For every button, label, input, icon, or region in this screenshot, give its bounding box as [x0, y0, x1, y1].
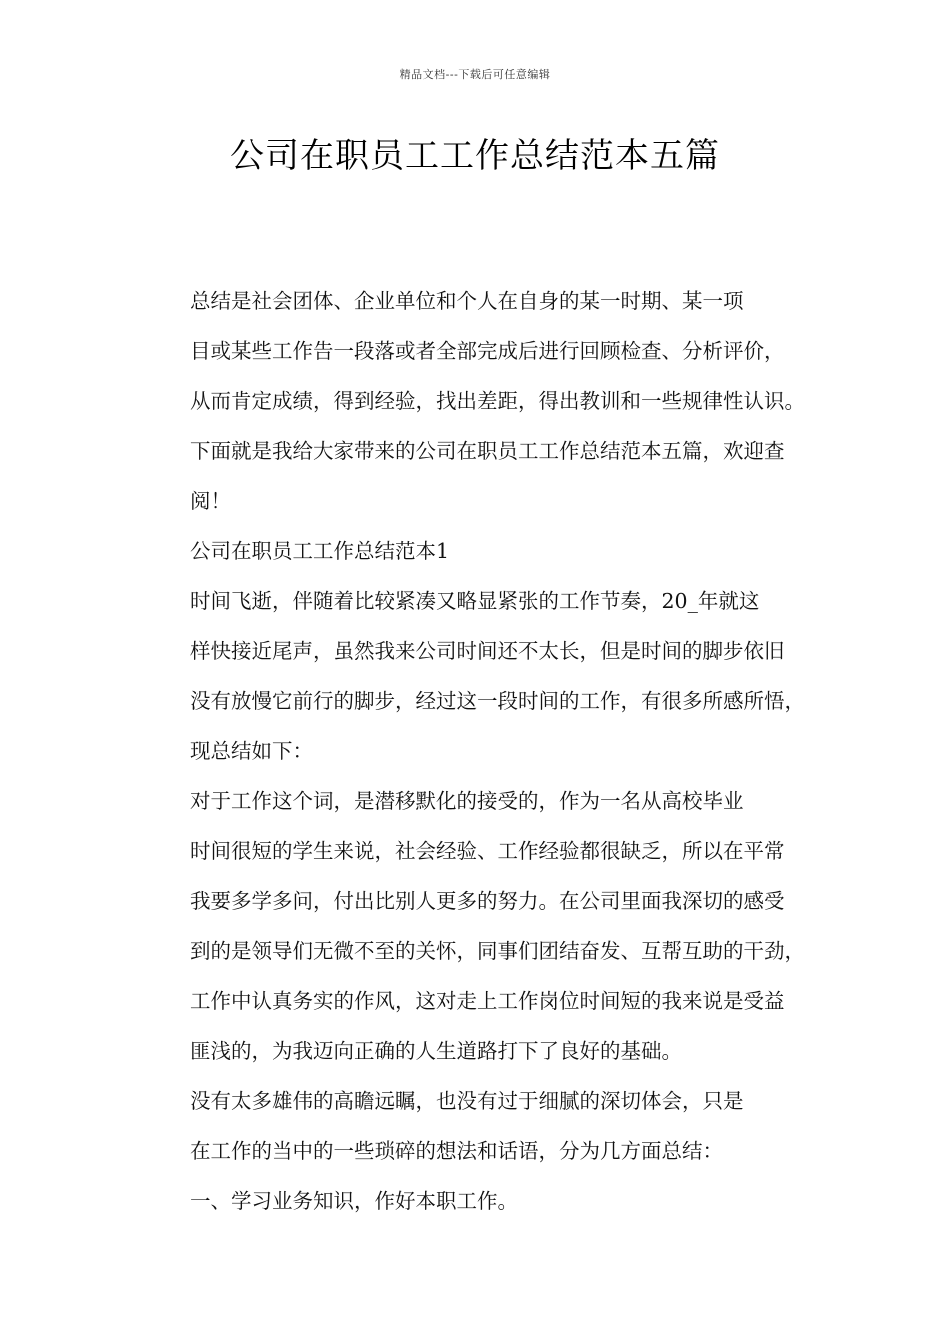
- text-line: 在工作的当中的一些琐碎的想法和话语，分为几方面总结：: [190, 1139, 723, 1163]
- text-line: 总结是社会团体、企业单位和个人在自身的某一时期、某一项: [190, 289, 744, 313]
- text-line: 时间飞逝，伴随着比较紧凑又略显紧张的工作节奏，20_年就这: [190, 589, 760, 613]
- text-line: 目或某些工作告一段落或者全部完成后进行回顾检查、分析评价，: [190, 339, 785, 363]
- text-line: 到的是领导们无微不至的关怀，同事们团结奋发、互帮互助的干劲，: [190, 939, 805, 963]
- text-line: 阅！: [190, 489, 231, 513]
- document-title: 公司在职员工工作总结范本五篇: [230, 136, 720, 176]
- list-heading: [144, 1182, 824, 1220]
- text-line: 下面就是我给大家带来的公司在职员工工作总结范本五篇，欢迎查: [190, 439, 785, 463]
- paragraph-intro: [144, 282, 824, 520]
- page-header: 精品文档---下载后可任意编辑: [399, 68, 551, 81]
- text-line: 现总结如下：: [190, 739, 313, 763]
- text-line: 样快接近尾声，虽然我来公司时间还不太长，但是时间的脚步依旧: [190, 639, 785, 663]
- text-line: 对于工作这个词，是潜移默化的接受的，作为一名从高校毕业: [190, 789, 744, 813]
- text-line: 时间很短的学生来说，社会经验、工作经验都很缺乏，所以在平常: [190, 839, 785, 863]
- text-line: 从而肯定成绩，得到经验，找出差距，得出教训和一些规律性认识。: [190, 389, 805, 413]
- section-heading: [144, 532, 824, 570]
- list-heading-text: 一、学习业务知识，作好本职工作。: [190, 1189, 518, 1213]
- text-line: 工作中认真务实的作风，这对走上工作岗位时间短的我来说是受益: [190, 989, 785, 1013]
- text-line: 匪浅的，为我迈向正确的人生道路打下了良好的基础。: [190, 1039, 682, 1063]
- section-heading-text: 公司在职员工工作总结范本1: [190, 539, 450, 563]
- document-body: [144, 282, 824, 1232]
- paragraph-time: [144, 582, 824, 770]
- text-line: 没有放慢它前行的脚步，经过这一段时间的工作，有很多所感所悟，: [190, 689, 805, 713]
- paragraph-summary-intro: [144, 1082, 824, 1170]
- text-line: 我要多学多问，付出比别人更多的努力。在公司里面我深切的感受: [190, 889, 785, 913]
- paragraph-work: [144, 782, 824, 1070]
- text-line: 没有太多雄伟的高瞻远瞩，也没有过于细腻的深切体会，只是: [190, 1089, 744, 1113]
